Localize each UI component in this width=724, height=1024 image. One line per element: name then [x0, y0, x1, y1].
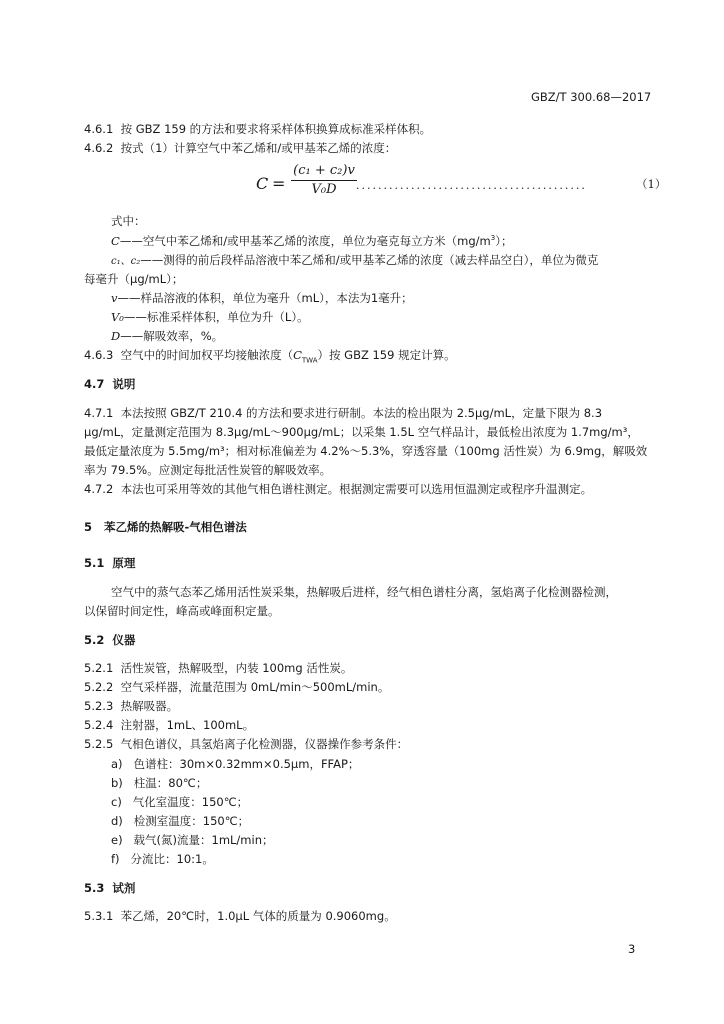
symbol: v [111, 291, 118, 305]
clause-number: 5.2.2 [84, 680, 114, 694]
formula-1 [256, 162, 667, 206]
clause-number: 5.2.5 [84, 737, 114, 751]
heading-4-7 [84, 377, 135, 391]
clause-number: 5.2.3 [84, 699, 114, 713]
heading-title: 仪器 [112, 633, 136, 647]
clause-5-2-1 [84, 661, 352, 675]
list-text: 气化室温度：150℃； [132, 795, 249, 809]
clause-4-7-1-line4: 率为 79.5%。应测定每批活性炭管的解吸效率。 [84, 463, 332, 477]
clause-text: 本法也可采用等效的其他气相色谱柱测定。根据测定需要可以选用恒温测定或程序升温测定。 [120, 482, 593, 496]
heading-number: 4.7 [84, 377, 105, 391]
clause-number: 4.6.1 [84, 122, 114, 136]
clause-text: 按 GBZ 159 的方法和要求将采样体积换算成标准采样体积。 [120, 122, 432, 136]
where-v0 [111, 310, 309, 324]
document-code: GBZ/T 300.68—2017 [531, 90, 652, 104]
clause-5-2-5 [84, 737, 408, 751]
clause-text: 本法按照 GBZ/T 210.4 的方法和要求进行研制。本法的检出限为 2.5μg/mL，定量下限为 8.3 [120, 406, 603, 420]
heading-5 [84, 520, 247, 534]
symbol: D [111, 329, 121, 343]
clause-text: 活性炭管，热解吸型，内装 100mg 活性炭。 [120, 661, 353, 675]
list-text: 柱温：80℃； [133, 776, 208, 790]
clause-5-2-4 [84, 718, 254, 732]
list-marker: f) [111, 852, 120, 866]
clause-4-7-1 [84, 406, 602, 420]
clause-text: 苯乙烯，20℃时，1.0μL 气体的质量为 0.9060mg。 [120, 909, 396, 923]
condition-item [111, 795, 248, 809]
description: ——测得的前后段样品溶液中苯乙烯和/或甲基苯乙烯的浓度（减去样品空白），单位为微克 [140, 253, 599, 267]
clause-number: 4.7.2 [84, 482, 114, 496]
clause-5-2-3 [84, 699, 178, 713]
formula-numerator: (c₁ + c₂)v [293, 163, 355, 178]
symbol: V₀ [111, 310, 124, 324]
clause-text: 按式（1）计算空气中苯乙烯和/或甲基苯乙烯的浓度： [120, 141, 397, 155]
formula-lhs: C [256, 174, 269, 193]
principle-line2: 以保留时间定性，峰高或峰面积定量。 [84, 604, 280, 618]
clause-4-7-1-line3: 最低定量浓度为 5.5mg/m³；相对标准偏差为 4.2%～5.3%，穿透容量（100mg 活性炭）为 6.9mg，解吸效 [84, 444, 648, 458]
clause-number: 5.2.4 [84, 718, 114, 732]
list-text: 分流比：10:1。 [130, 852, 214, 866]
heading-title: 说明 [112, 377, 136, 391]
clause-text: 注射器，1mL、100mL。 [120, 718, 255, 732]
clause-number: 4.6.2 [84, 141, 114, 155]
clause-number: 4.6.3 [84, 348, 114, 362]
list-marker: e) [111, 833, 123, 847]
description: ——样品溶液的体积，单位为毫升（mL），本法为1毫升； [117, 291, 413, 305]
clause-5-2-2 [84, 680, 389, 694]
heading-5-1 [84, 556, 135, 570]
heading-number: 5 [84, 520, 93, 534]
clause-text: 空气中的时间加权平均接触浓度（ [120, 348, 294, 362]
clause-4-6-2 [84, 141, 396, 155]
where-d [111, 329, 223, 343]
clause-number: 5.3.1 [84, 909, 114, 923]
formula-leader-dots: .......................................... [356, 179, 587, 192]
condition-item [111, 814, 249, 828]
clause-4-7-1-line2: μg/mL，定量测定范围为 8.3μg/mL～900μg/mL；以采集 1.5L 空气样品计，最低检出浓度为 1.7mg/m³， [84, 425, 639, 439]
heading-number: 5.2 [84, 633, 105, 647]
where-c1-c2-cont: 每毫升（μg/mL）； [84, 272, 184, 286]
description: ——标准采样体积，单位为升（L）。 [123, 310, 309, 324]
description: ——空气中苯乙烯和/或甲基苯乙烯的浓度，单位为毫克每立方米（mg/m [119, 234, 491, 248]
condition-item [111, 833, 274, 847]
description: ——解吸效率，%。 [120, 329, 224, 343]
heading-5-2 [84, 633, 135, 647]
formula-equals: = [272, 174, 286, 193]
page-number: 3 [628, 942, 636, 956]
heading-5-3 [84, 881, 135, 895]
clause-text: 气相色谱仪，具氢焰离子化检测器，仪器操作参考条件： [120, 737, 409, 751]
heading-title: 试剂 [112, 881, 136, 895]
list-marker: d) [111, 814, 123, 828]
clause-5-3-1 [84, 909, 396, 923]
list-text: 检测室温度：150℃； [133, 814, 250, 828]
list-text: 色谱柱：30m×0.32mm×0.5μm，FFAP； [133, 757, 360, 771]
clause-4-6-3 [84, 348, 456, 365]
where-v [111, 291, 413, 305]
where-intro: 式中： [111, 214, 146, 228]
clause-text-end: ）按 GBZ 159 规定计算。 [317, 348, 456, 362]
formula-denominator: V₀D [311, 182, 337, 197]
superscript: 3 [490, 234, 496, 243]
symbol: C [293, 348, 302, 362]
where-c1-c2 [111, 253, 598, 269]
formula-number: （1） [636, 177, 667, 191]
principle-line1: 空气中的蒸气态苯乙烯用活性炭采集，热解吸后进样，经气相色谱柱分离，氢焰离子化检测器检测， [111, 585, 617, 599]
clause-4-6-1 [84, 122, 431, 136]
formula-fraction [289, 162, 359, 199]
condition-item [111, 757, 359, 771]
heading-title: 苯乙烯的热解吸-气相色谱法 [104, 520, 247, 534]
list-marker: a) [111, 757, 123, 771]
heading-number: 5.1 [84, 556, 105, 570]
condition-item [111, 852, 214, 866]
clause-text: 热解吸器。 [120, 699, 179, 713]
description-end: ）； [495, 234, 513, 248]
list-marker: c) [111, 795, 122, 809]
clause-text: 空气采样器，流量范围为 0mL/min～500mL/min。 [120, 680, 390, 694]
list-text: 载气(氮)流量：1mL/min； [133, 833, 274, 847]
list-marker: b) [111, 776, 123, 790]
subscript: TWA [301, 356, 318, 365]
clause-number: 5.2.1 [84, 661, 114, 675]
condition-item [111, 776, 207, 790]
heading-number: 5.3 [84, 881, 105, 895]
symbol: C [111, 234, 120, 248]
clause-number: 4.7.1 [84, 406, 114, 420]
clause-4-7-2 [84, 482, 592, 496]
symbol: c₁、c₂ [111, 256, 141, 267]
heading-title: 原理 [112, 556, 136, 570]
where-c [111, 234, 512, 248]
